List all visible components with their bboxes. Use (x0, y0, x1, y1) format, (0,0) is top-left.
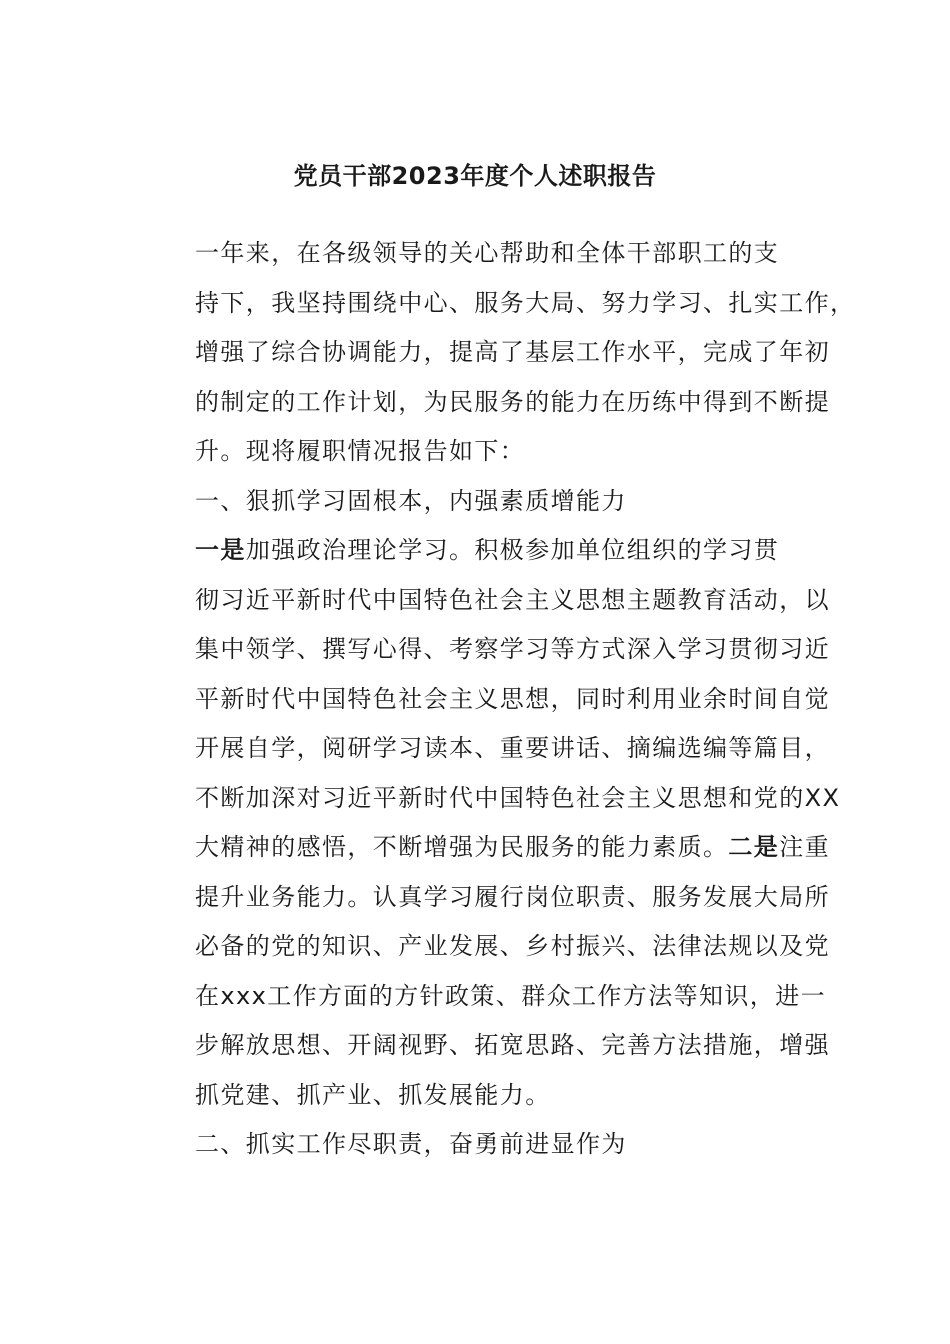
text-line: 开展自学，阅研学习读本、重要讲话、摘编选编等篇目， (195, 734, 830, 762)
text-line: 步解放思想、开阔视野、拓宽思路、完善方法措施，增强 (195, 1031, 830, 1059)
text-line: 提升业务能力。认真学习履行岗位职责、服务发展大局所 (195, 882, 830, 911)
section-heading-1 (145, 477, 810, 527)
text-line: 平新时代中国特色社会主义思想，同时利用业余时间自觉 (195, 684, 830, 713)
text-line (145, 823, 831, 873)
section-heading-text: 一、狠抓学习固根本，内强素质增能力 (195, 486, 627, 515)
text-line: 增强了综合协调能力，提高了基层工作水平，完成了年初 (195, 338, 830, 366)
bold-lead-second: 二是 (728, 833, 780, 861)
bold-lead-first: 一是 (195, 536, 246, 564)
text-line: 一年来，在各级领导的关心帮助和全体干部职工的支 (195, 239, 780, 267)
text-line: 持下，我坚持围绕中心、服务大局、努力学习、扎实工作， (195, 288, 856, 317)
intro-paragraph (145, 229, 856, 477)
document-title: 党员干部2023年度个人述职报告 (293, 162, 657, 190)
text-line: 集中领学、撰写心得、考察学习等方式深入学习贯彻习近 (195, 635, 830, 663)
text-line: 升。现将履职情况报告如下： (195, 437, 526, 465)
text-line: 在xxx工作方面的方针政策、群众工作方法等知识，进一 (195, 981, 827, 1010)
study-paragraph (145, 526, 841, 1120)
section-heading-2 (145, 1120, 810, 1170)
text-line: 彻习近平新时代中国特色社会主义思想主题教育活动，以 (195, 585, 830, 614)
text-run: 加强政治理论学习。积极参加单位组织的学习贯 (245, 536, 780, 564)
text-line: 必备的党的知识、产业发展、乡村振兴、法律法规以及党 (195, 932, 830, 960)
text-run: 大精神的感悟，不断增强为民服务的能力素质。 (195, 833, 729, 861)
text-line: 抓党建、抓产业、抓发展能力。 (195, 1080, 551, 1109)
section-heading-text: 二、抓实工作尽职责，奋勇前进显作为 (195, 1130, 627, 1158)
text-line: 的制定的工作计划，为民服务的能力在历练中得到不断提 (195, 387, 830, 416)
text-line (145, 526, 810, 576)
text-run: 注重 (779, 833, 831, 861)
text-line: 不断加深对习近平新时代中国特色社会主义思想和党的XX (195, 783, 841, 812)
document-body (145, 229, 856, 1170)
